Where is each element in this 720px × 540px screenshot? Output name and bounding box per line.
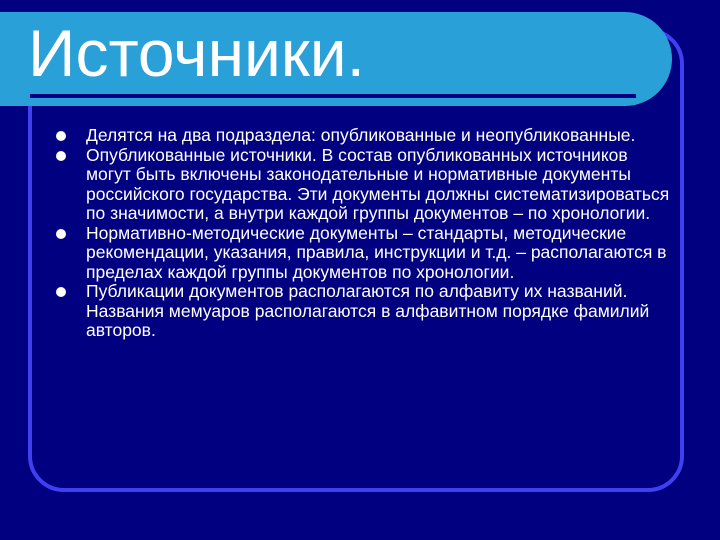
bullet-text: Делятся на два подраздела: опубликованные и неопубликованные. xyxy=(86,125,636,145)
bullet-item xyxy=(54,224,674,283)
bullet-item xyxy=(54,146,674,224)
bullet-dot-icon xyxy=(56,151,66,161)
bullet-item xyxy=(54,282,674,341)
bullet-dot-icon xyxy=(56,131,66,141)
bullet-text: Опубликованные источники. В состав опубликованных источников могут быть включены законодательные и нормативные документы российского государства. Эти документы должны систематизироваться по значимости, а внутри каждой группы документов – по хронологии. xyxy=(86,144,670,223)
bullet-dot-icon xyxy=(56,229,66,239)
bullet-text: Нормативно-методические документы – стандарты, методические рекомендации, указания, правила, инструкции и т.д. – располагаются в пределах каждой группы документов по хронологии. xyxy=(86,222,667,282)
slide-title: Источники. xyxy=(28,16,365,90)
bullet-dot-icon xyxy=(56,287,66,297)
bullet-item xyxy=(54,126,674,146)
bullet-list xyxy=(54,126,674,341)
bullet-text: Публикации документов располагаются по алфавиту их названий. Названия мемуаров располагаются в алфавитном порядке фамилий авторов. xyxy=(86,281,650,340)
